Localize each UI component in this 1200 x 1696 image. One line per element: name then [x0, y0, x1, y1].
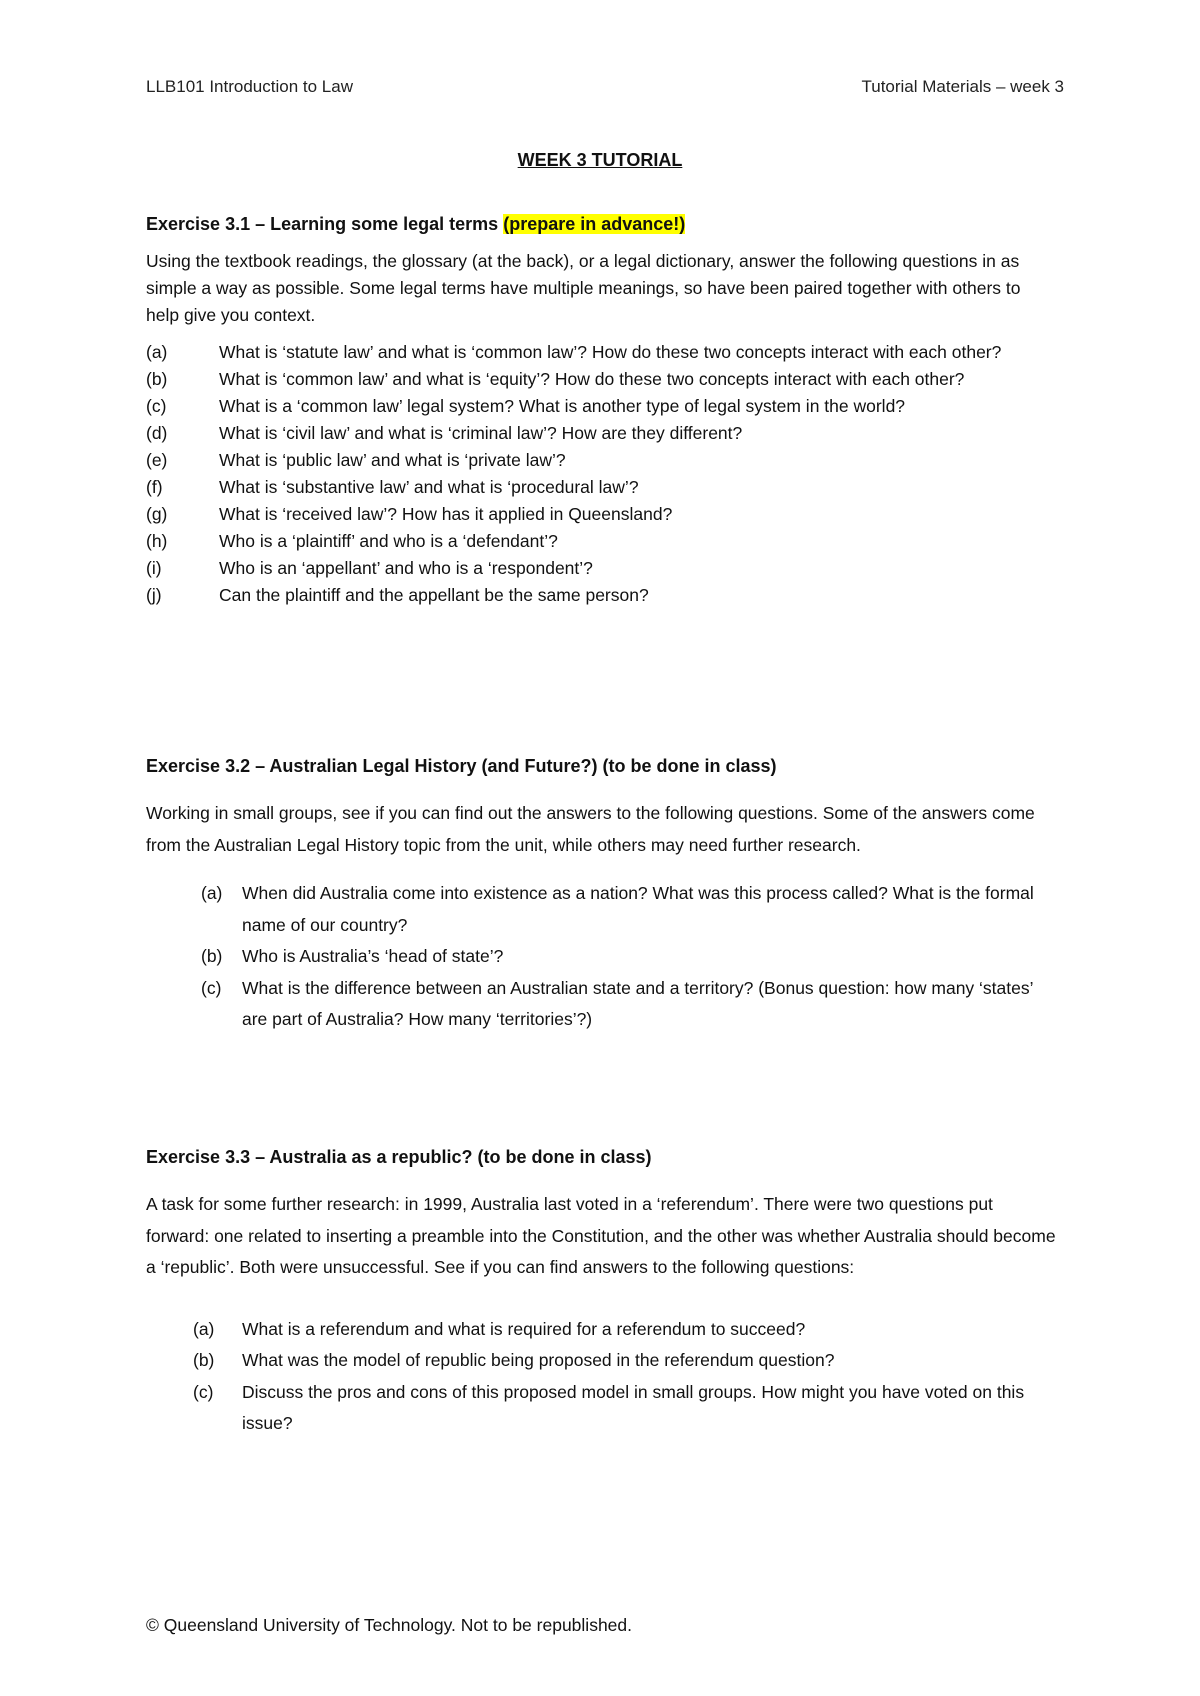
item-text: What is ‘civil law’ and what is ‘criminal law’? How are they different?	[219, 423, 743, 443]
item-text: What is ‘public law’ and what is ‘private law’?	[219, 450, 566, 470]
item-label: (a)	[146, 342, 168, 362]
exercise-3-1-intro: Using the textbook readings, the glossary (at the back), or a legal dictionary, answer the following questions in as simple a way as possible. Some legal terms have multiple meanings, so have been paired together with others to help give you context.	[146, 251, 1021, 325]
item-label: (h)	[146, 531, 168, 551]
item-text: What is ‘received law’? How has it applied in Queensland?	[219, 504, 673, 524]
exercise-3-3-heading: Exercise 3.3 – Australia as a republic? (to be done in class)	[146, 1147, 652, 1167]
list-item	[146, 878, 1056, 941]
item-text: Discuss the pros and cons of this proposed model in small groups. How might you have voted on this issue?	[242, 1381, 1025, 1433]
item-text: What is a ‘common law’ legal system? What is another type of legal system in the world?	[219, 396, 906, 416]
item-label: (a)	[201, 883, 223, 903]
list-item	[146, 393, 1056, 419]
item-text: Who is Australia’s ‘head of state’?	[242, 946, 504, 966]
list-item	[146, 582, 1056, 608]
exercise-3-2-intro: Working in small groups, see if you can find out the answers to the following questions. Some of the answers come from the Australian Legal History topic from the unit, while others may need further research.	[146, 803, 1035, 855]
list-item	[146, 1314, 1056, 1346]
list-item	[146, 420, 1056, 446]
item-text: Who is an ‘appellant’ and who is a ‘respondent’?	[219, 558, 593, 578]
exercise-3-3-question-list	[146, 1314, 1056, 1440]
exercise-3-3-intro: A task for some further research: in 1999, Australia last voted in a ‘referendum’. There were two questions put forward: one related to inserting a preamble into the Constitution, and the other was whether Australia should become a ‘republic’. Both were unsuccessful. See if you can find answers to the following questions:	[146, 1194, 1056, 1277]
item-label: (b)	[193, 1350, 215, 1370]
item-label: (e)	[146, 450, 168, 470]
exercise-3-1-section	[146, 214, 1056, 609]
item-label: (c)	[193, 1381, 214, 1402]
list-item	[146, 474, 1056, 500]
item-label: (j)	[146, 585, 162, 605]
list-item	[146, 528, 1056, 554]
item-text: What is the difference between an Australian state and a territory? (Bonus question: how many ‘states’ are part of Australia? How many ‘territories’?)	[242, 977, 1033, 1029]
item-text: What is a referendum and what is required for a referendum to succeed?	[242, 1318, 806, 1339]
page-title: WEEK 3 TUTORIAL	[517, 150, 683, 170]
list-item	[146, 941, 1056, 973]
exercise-3-1-heading	[146, 214, 1056, 235]
item-label: (b)	[146, 369, 168, 389]
prepare-in-advance-highlight: (prepare in advance!)	[503, 214, 686, 234]
list-item	[146, 973, 1056, 1036]
item-label: (d)	[146, 423, 168, 443]
item-text: What is ‘common law’ and what is ‘equity’? How do these two concepts interact with each other?	[219, 369, 965, 389]
item-label: (a)	[193, 1318, 215, 1339]
item-label: (g)	[146, 504, 168, 524]
exercise-3-3-section	[146, 1147, 1056, 1440]
item-text: When did Australia come into existence as a nation? What was this process called? What is the formal name of our country?	[242, 883, 1034, 935]
header-course-title: LLB101 Introduction to Law	[146, 77, 353, 96]
item-text: Can the plaintiff and the appellant be the same person?	[219, 585, 649, 605]
exercise-3-2-section	[146, 756, 1056, 1036]
exercise-3-2-heading: Exercise 3.2 – Australian Legal History (and Future?) (to be done in class)	[146, 756, 777, 776]
item-text: Who is a ‘plaintiff’ and who is a ‘defendant’?	[219, 531, 558, 551]
header-tutorial-label: Tutorial Materials – week 3	[861, 77, 1064, 96]
item-label: (b)	[201, 946, 223, 966]
list-item	[146, 447, 1056, 473]
item-label: (i)	[146, 558, 162, 578]
exercise-3-1-question-list	[146, 339, 1056, 608]
item-label: (c)	[201, 977, 222, 998]
list-item	[146, 1345, 1056, 1377]
item-label: (c)	[146, 396, 167, 416]
list-item	[146, 366, 1056, 392]
item-text: What is ‘substantive law’ and what is ‘procedural law’?	[219, 477, 639, 497]
item-label: (f)	[146, 477, 163, 497]
list-item	[146, 555, 1056, 581]
list-item	[146, 1377, 1056, 1440]
exercise-3-1-heading-text: Exercise 3.1 – Learning some legal terms	[146, 214, 499, 234]
item-text: What is ‘statute law’ and what is ‘common law’? How do these two concepts interact with each other?	[219, 342, 1002, 362]
copyright-footer: © Queensland University of Technology. Not to be republished.	[146, 1615, 633, 1635]
list-item	[146, 501, 1056, 527]
list-item	[146, 339, 1056, 365]
exercise-3-2-question-list	[146, 878, 1056, 1036]
item-text: What was the model of republic being proposed in the referendum question?	[242, 1350, 835, 1370]
